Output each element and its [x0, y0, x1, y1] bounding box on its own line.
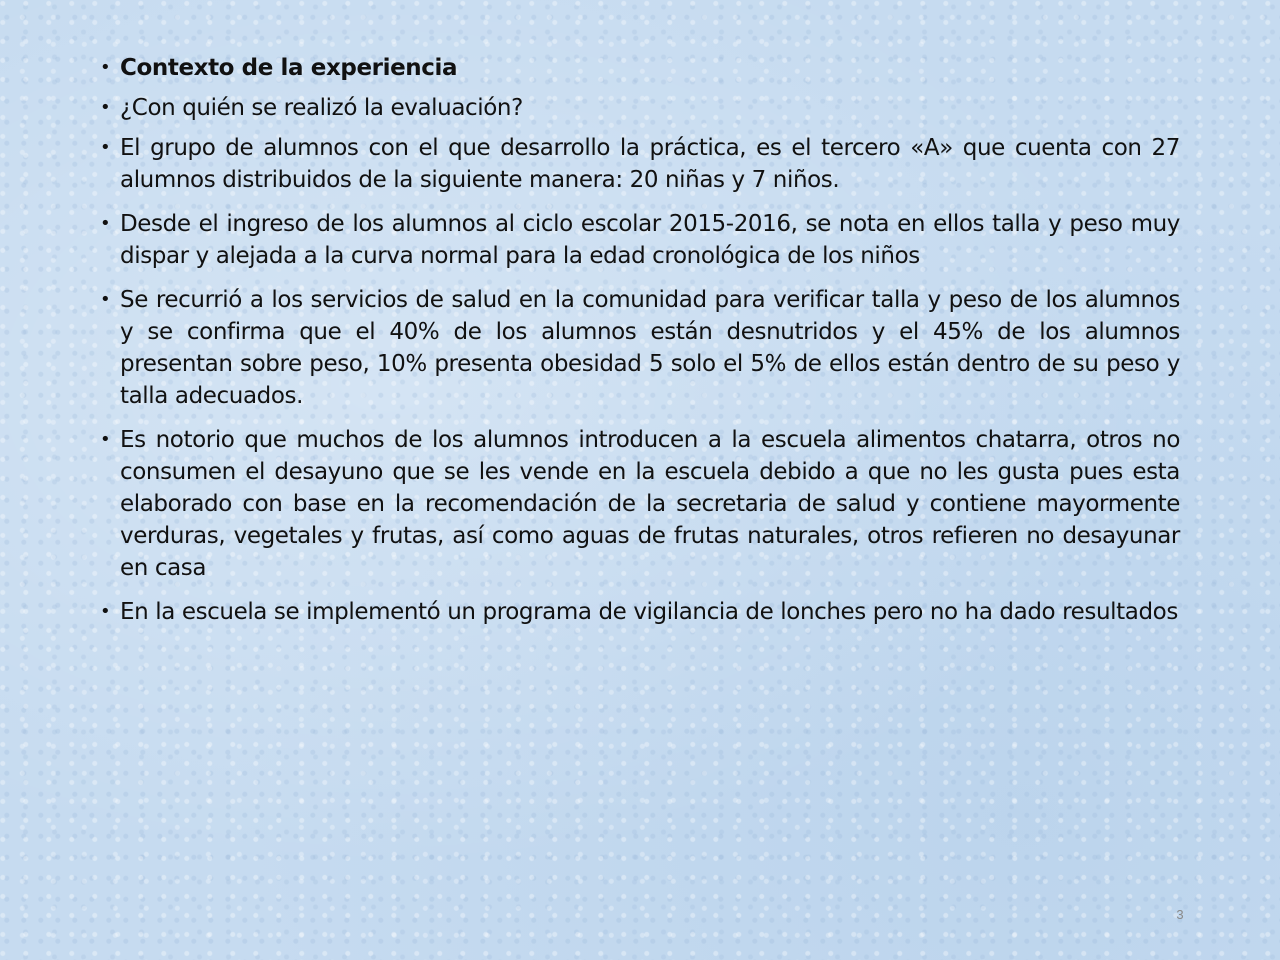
bullet-item-question	[100, 92, 1180, 124]
bullet-icon: •	[100, 289, 111, 310]
bullet-item-group	[100, 132, 1180, 196]
bullet-item-health-services	[100, 284, 1180, 412]
bullet-icon: •	[100, 137, 111, 158]
bullet-text-program: En la escuela se implementó un programa de vigilancia de lonches pero no ha dado resultados	[120, 599, 1178, 625]
bullet-item-enrollment	[100, 208, 1180, 272]
bullet-text-question: ¿Con quién se realizó la evaluación?	[120, 95, 523, 121]
bullet-text-group: El grupo de alumnos con el que desarrollo la práctica, es el tercero «A» que cuenta con 27 alumnos distribuidos de la siguiente manera: 20 niñas y 7 niños.	[120, 135, 1180, 193]
bullet-list	[100, 52, 1180, 628]
bullet-item-junk-food	[100, 424, 1180, 584]
bullet-icon: •	[100, 601, 111, 622]
page-number: 3	[1176, 907, 1184, 922]
slide-body	[100, 52, 1180, 640]
bullet-icon: •	[100, 429, 111, 450]
bullet-text-junk-food: Es notorio que muchos de los alumnos introducen a la escuela alimentos chatarra, otros no consumen el desayuno que se les vende en la escuela debido a que no les gusta pues esta elaborado con base en la recomendación de la secretaria de salud y contiene mayormente verduras, vegetales y frutas, así como aguas de frutas naturales, otros refieren no desayunar en casa	[120, 427, 1180, 581]
bullet-item-context-heading	[100, 52, 1180, 84]
bullet-icon: •	[100, 213, 111, 234]
bullet-icon: •	[100, 97, 111, 118]
bullet-text-health-services: Se recurrió a los servicios de salud en la comunidad para verificar talla y peso de los alumnos y se confirma que el 40% de los alumnos están desnutridos y el 45% de los alumnos presentan sobre peso, 10% presenta obesidad 5 solo el 5% de ellos están dentro de su peso y talla adecuados.	[120, 287, 1180, 409]
bullet-icon: •	[100, 57, 111, 78]
bullet-text-heading: Contexto de la experiencia	[120, 55, 458, 81]
bullet-text-enrollment: Desde el ingreso de los alumnos al ciclo escolar 2015-2016, se nota en ellos talla y peso muy dispar y alejada a la curva normal para la edad cronológica de los niños	[120, 211, 1180, 269]
bullet-item-program	[100, 596, 1180, 628]
